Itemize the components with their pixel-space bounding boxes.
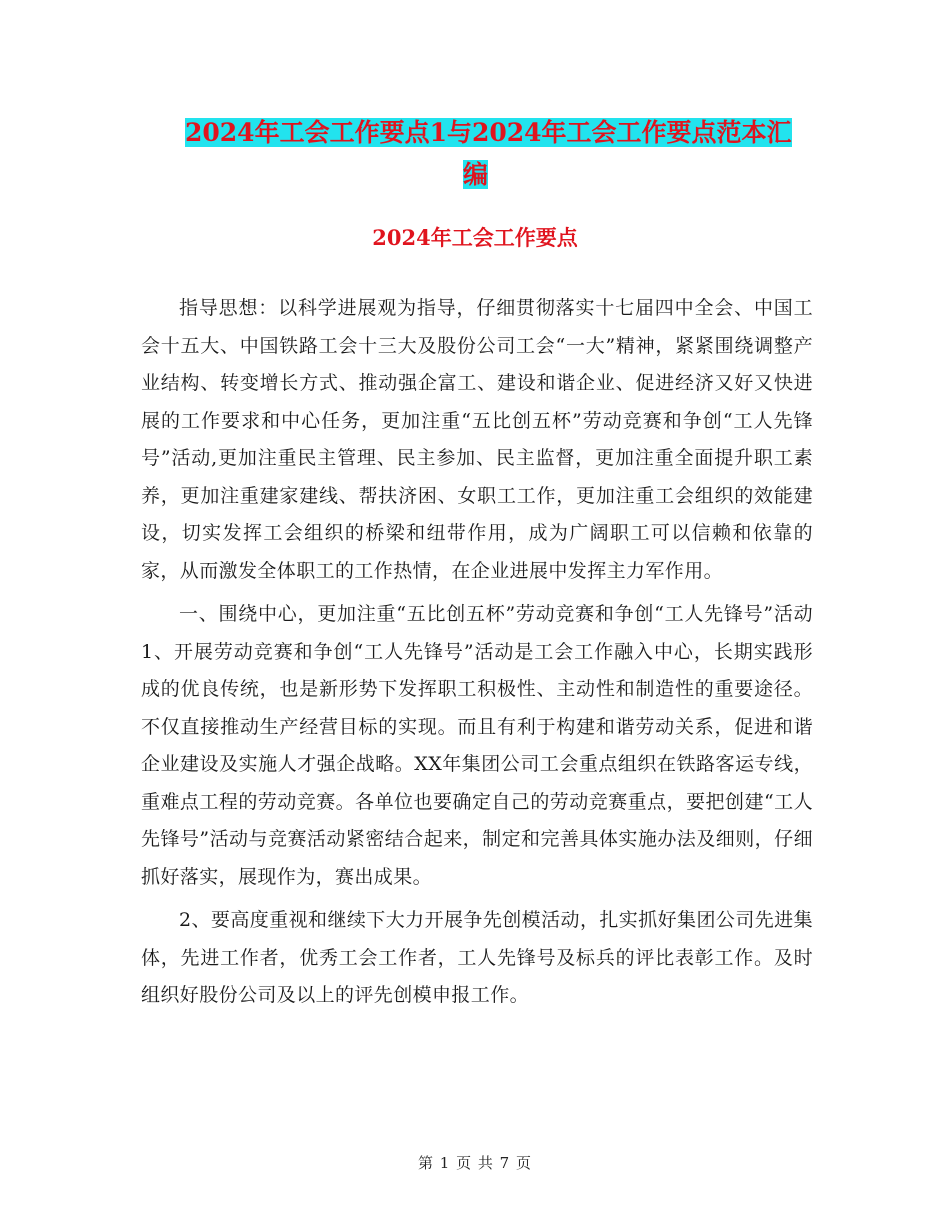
paragraph-guiding-ideology: 指导思想：以科学进展观为指导，仔细贯彻落实十七届四中全会、中国工会十五大、中国铁路工会十三大及股份公司工会“一大”精神，紧紧围绕调整产业结构、转变增长方式、推动强企富工、建设和谐企业、促进经济又好又快进展的工作要求和中心任务，更加注重“五比创五杯”劳动竞赛和争创“工人先锋号”活动,更加注重民主管理、民主参加、民主监督，更加注重全面提升职工素养，更加注重建家建线、帮扶济困、女职工工作，更加注重工会组织的效能建设，切实发挥工会组织的桥梁和纽带作用，成为广阔职工可以信赖和依靠的家，从而激发全体职工的工作热情，在企业进展中发挥主力军作用。 (141, 297, 813, 582)
document-title-line-2: 编 (463, 160, 489, 189)
paragraph-section-one: 一、围绕中心，更加注重“五比创五杯”劳动竞赛和争创“工人先锋号”活动1、开展劳动竞赛和争创“工人先锋号”活动是工会工作融入中心，长期实践形成的优良传统，也是新形势下发挥职工积极性、主动性和制造性的重要途径。不仅直接推动生产经营目标的实现。而且有利于构建和谐劳动关系，促进和谐企业建设及实施人才强企战略。XX年集团公司工会重点组织在铁路客运专线，重难点工程的劳动竞赛。各单位也要确定自己的劳动竞赛重点，要把创建“工人先锋号”活动与竞赛活动紧密结合起来，制定和完善具体实施办法及细则，仔细抓好落实，展现作为，赛出成果。 (141, 603, 813, 888)
document-title-line-1: 2024年工会工作要点1与2024年工会工作要点范本汇 (185, 118, 792, 147)
page-number-footer: 第 1 页 共 7 页 (418, 1154, 532, 1172)
paragraph-item-two: 2、要高度重视和继续下大力开展争先创模活动，扎实抓好集团公司先进集体，先进工作者，优秀工会工作者，工人先锋号及标兵的评比表彰工作。及时组织好股份公司及以上的评先创模申报工作。 (141, 909, 813, 1006)
document-body (141, 290, 813, 1021)
document-title (185, 112, 825, 196)
section-title: 2024年工会工作要点 (372, 225, 578, 250)
